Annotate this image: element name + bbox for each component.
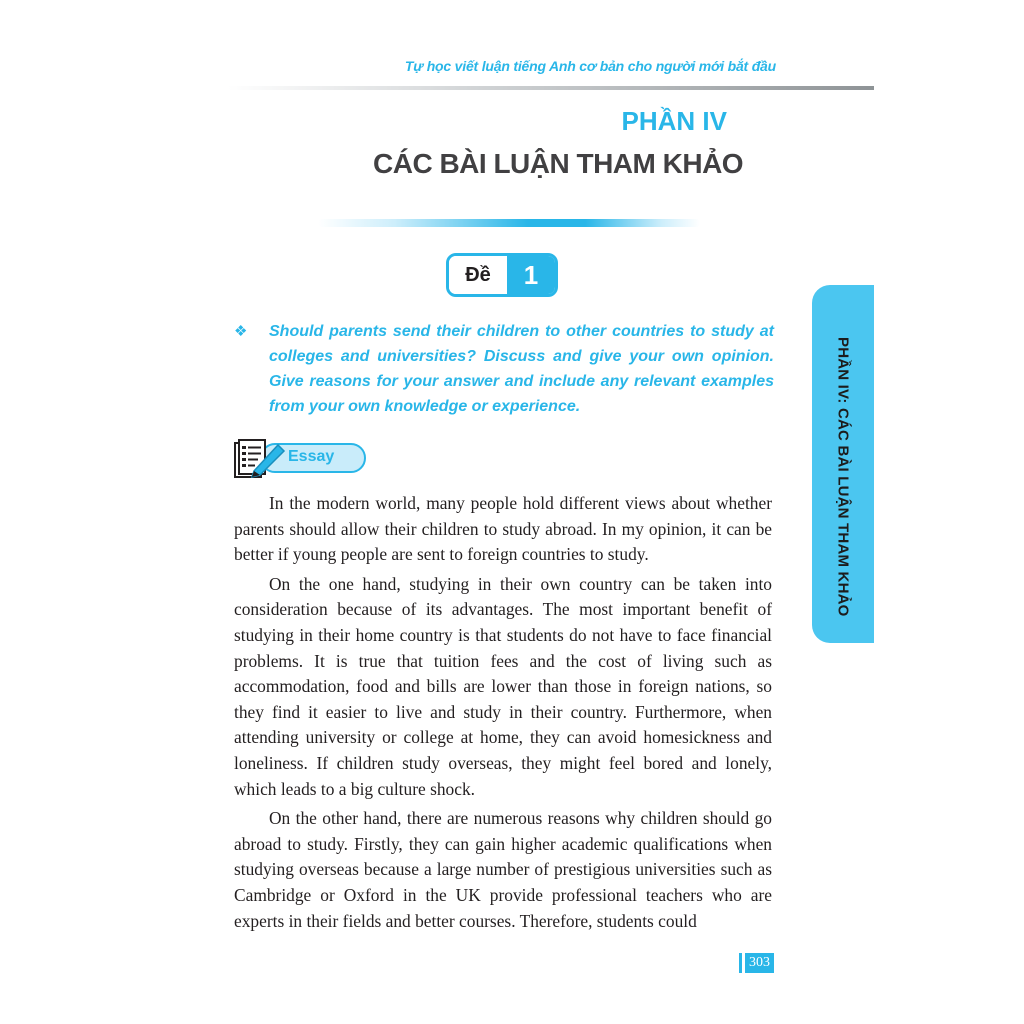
topic-label: Đề (449, 256, 507, 294)
page-number-box (739, 953, 781, 973)
question-text: Should parents send their children to other countries to study at colleges and universities? Discuss and give your own opinion. Give reasons for your answer and include any relevant examples from your own knowledge or experience. (269, 323, 774, 415)
essay-tag (232, 439, 372, 481)
running-header: Tự học viết luận tiếng Anh cơ bản cho người mới bắt đầu (404, 58, 776, 74)
page-number-bar (739, 953, 742, 973)
section-title: CÁC BÀI LUẬN THAM KHẢO (373, 148, 744, 179)
topic-badge (446, 253, 558, 297)
part-label: PHẦN IV (621, 106, 727, 136)
essay-paragraph-3: On the other hand, there are numerous reasons why children should go abroad to study. Firstly, they can gain higher academic qualifications when studying overseas because a large number of prestigious universities such as Cambridge or Oxford in the UK provide professional teachers who are experts in their fields and better courses. Therefore, students could (234, 808, 772, 931)
page-number: 303 (745, 953, 774, 973)
document-pen-icon (232, 439, 288, 481)
essay-paragraph-1: In the modern world, many people hold different views about whether parents should allow their children to study abroad. In my opinion, it can be better if young people are sent to foreign countries to study. (234, 493, 772, 565)
essay-paragraph-2: On the one hand, studying in their own country can be taken into consideration because of its advantages. The most important benefit of studying in their home country is that students do not have to face financial problems. It is true that tuition fees and the cost of living such as accommodation, food and bills are lower than those in foreign nations, so they find it easier to live and study in their country. Furthermore, when attending university or college at home, they can avoid homesickness and loneliness. If children study overseas, they might feel bored and lonely, which leads to a big culture shock. (234, 573, 772, 799)
essay-body (234, 491, 772, 938)
side-tab-label: PHẦN IV: CÁC BÀI LUẬN THAM KHẢO (834, 337, 852, 617)
essay-label: Essay (288, 448, 335, 465)
topic-number: 1 (507, 256, 555, 294)
title-divider (318, 219, 700, 227)
header-divider (228, 86, 874, 90)
chapter-side-tab (812, 285, 874, 643)
question-block (234, 319, 774, 419)
diamond-bullet-icon: ❖ (234, 323, 248, 340)
